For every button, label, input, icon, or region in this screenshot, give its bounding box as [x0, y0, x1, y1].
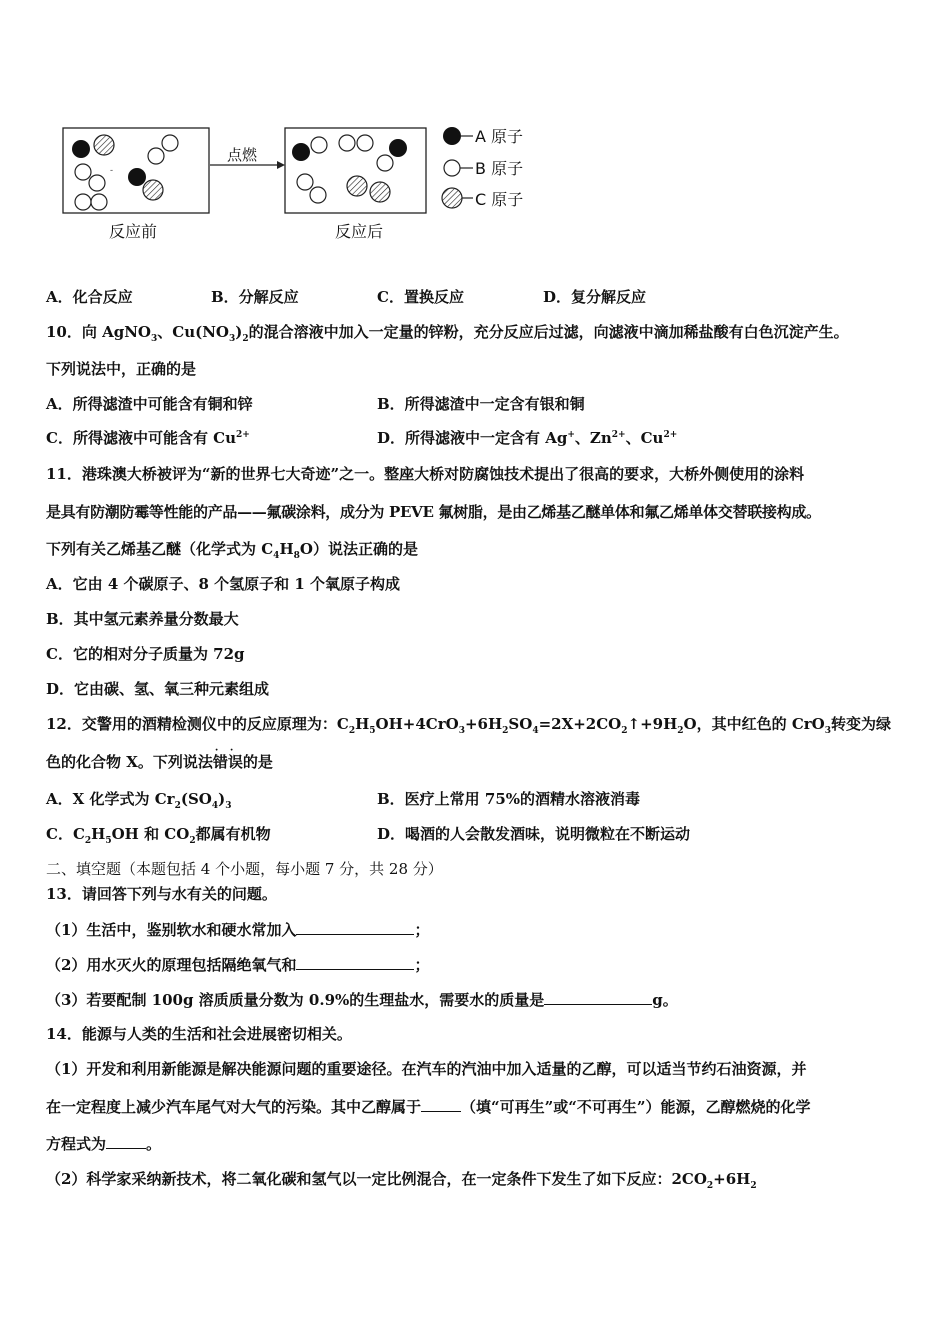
atom-b	[377, 155, 393, 171]
q11-option-b: B．其中氢元素养量分数最大	[46, 610, 239, 628]
answer-blank[interactable]	[296, 919, 414, 935]
q10-option-a: A．所得滤渣中可能含有铜和锌	[46, 395, 253, 413]
atom-b	[75, 164, 91, 180]
atom-b	[357, 135, 373, 151]
q12-stem-line1: 12．交警用的酒精检测仪中的反应原理为：$C_2H_5OH+4CrO_3+6H_2SO_4=2X+2CO_2↑+9H_2O$，其中红色的 CrO$_3$转变为绿	[46, 715, 892, 736]
atom-b	[339, 135, 355, 151]
q11-stem-line3: 下列有关乙烯基乙醚（化学式为 $C_4H_8O$）说法正确的是	[46, 540, 418, 561]
atom-a	[292, 143, 310, 161]
atom-c	[347, 176, 367, 196]
q14-stem: 14．能源与人类的生活和社会进展密切相关。	[46, 1025, 352, 1043]
legend-atom-b	[444, 160, 460, 176]
q14-part1-line1: （1）开发和利用新能源是解决能源问题的重要途径。在汽车的汽油中加入适量的乙醇，可以适当节约石油资源，并	[46, 1060, 807, 1078]
q11-stem-line1: 11．港珠澳大桥被评为“新的世界七大奇迹”之一。整座大桥对防腐蚀技术提出了很高的要求，大桥外侧使用的涂料	[46, 465, 805, 483]
q9-option-d: D．复分解反应	[543, 288, 647, 306]
q9-option-a: A．化合反应	[46, 288, 133, 306]
atom-b	[311, 137, 327, 153]
q14-part1-line2: 在一定程度上减少汽车尾气对大气的污染。其中乙醇属于 （填“可再生”或“不可再生”）能源，乙醇燃烧的化学	[46, 1098, 811, 1116]
q13-stem: 13．请回答下列与水有关的问题。	[46, 885, 277, 903]
legend-b-label: B 原子	[475, 159, 524, 178]
q14-part2: （2）科学家采纳新技术，将二氧化碳和氢气以一定比例混合，在一定条件下发生了如下反应：$2CO_2+6H_2$	[46, 1170, 757, 1191]
atom-a	[128, 168, 146, 186]
atom-c	[370, 182, 390, 202]
legend-atom-c	[442, 188, 462, 208]
q13-part3: （3）若要配制 100g 溶质质量分数为 0.9%的生理盐水，需要水的质量是 g。	[46, 991, 678, 1009]
after-box	[285, 128, 426, 213]
atom-b	[162, 135, 178, 151]
q12-stem-line2: 色的化合物 X。下列说法错误 · ·的是	[46, 752, 273, 772]
atom-b	[148, 148, 164, 164]
q11-stem-line2: 是具有防潮防霉等性能的产品——氟碳涂料，成分为 PEVE 氟树脂，是由乙烯基乙醚单体和氟乙烯单体交替联接构成。	[46, 503, 821, 521]
arrow-label: 点燃	[227, 146, 258, 164]
svg-text:-: -	[110, 166, 114, 176]
q10-option-b: B．所得滤渣中一定含有银和铜	[377, 395, 585, 413]
q9-option-b: B．分解反应	[211, 288, 299, 306]
atom-a	[389, 139, 407, 157]
atom-b	[89, 175, 105, 191]
q10-stem: 10．向 AgNO$_3$、$Cu(NO_3)_2$的混合溶液中加入一定量的锌粉，充分反应后过滤，向滤液中滴加稀盐酸有白色沉淀产生。	[46, 323, 849, 344]
section-heading: 二、填空题（本题包括 4 个小题，每小题 7 分，共 28 分）	[46, 860, 443, 878]
atom-a	[72, 140, 90, 158]
atom-c	[94, 135, 114, 155]
emphasis-word: 错误 · ·	[213, 753, 243, 771]
q12-option-d: D．喝酒的人会散发酒味，说明微粒在不断运动	[377, 825, 691, 843]
q13-part2: （2）用水灭火的原理包括隔绝氧气和 ；	[46, 956, 430, 974]
q10-option-d: D．所得滤液中一定含有 Ag+、$Zn^{2+}$、$Cu^{2+}$	[377, 429, 678, 447]
q10-option-c: C．所得滤液中可能含有 $Cu^{2+}$	[46, 429, 250, 447]
q14-part1-line3: 方程式为 。	[46, 1135, 162, 1153]
answer-blank[interactable]	[421, 1096, 461, 1112]
q11-option-c: C．它的相对分子质量为 72g	[46, 645, 245, 663]
q11-option-a: A．它由 4 个碳原子、8 个氢原子和 1 个氧原子构成	[46, 575, 401, 593]
answer-blank[interactable]	[296, 954, 414, 970]
q10-stem-line2: 下列说法中，正确的是	[46, 360, 197, 378]
q11-option-d: D．它由碳、氢、氧三种元素组成	[46, 680, 270, 698]
before-label: 反应前	[109, 222, 158, 241]
q9-option-c: C．置换反应	[377, 288, 464, 306]
reaction-diagram	[55, 118, 555, 248]
arrow-head-icon	[277, 161, 285, 169]
q12-option-b: B．医疗上常用 75%的酒精水溶液消毒	[377, 790, 641, 808]
legend-a-label: A 原子	[475, 127, 524, 146]
legend-atom-a	[443, 127, 461, 145]
answer-blank[interactable]	[544, 989, 652, 1005]
q12-option-a: A．X 化学式为 $Cr_2(SO_4)_3$	[46, 790, 232, 811]
atom-b	[91, 194, 107, 210]
atom-b	[297, 174, 313, 190]
atom-c	[143, 180, 163, 200]
legend-c-label: C 原子	[475, 190, 524, 209]
q13-part1: （1）生活中，鉴别软水和硬水常加入 ；	[46, 921, 430, 939]
after-label: 反应后	[335, 222, 384, 241]
q12-option-c: C．$C_2H_5OH$ 和 $CO_2$都属有机物	[46, 825, 271, 846]
atom-b	[75, 194, 91, 210]
atom-b	[310, 187, 326, 203]
answer-blank[interactable]	[106, 1133, 146, 1149]
